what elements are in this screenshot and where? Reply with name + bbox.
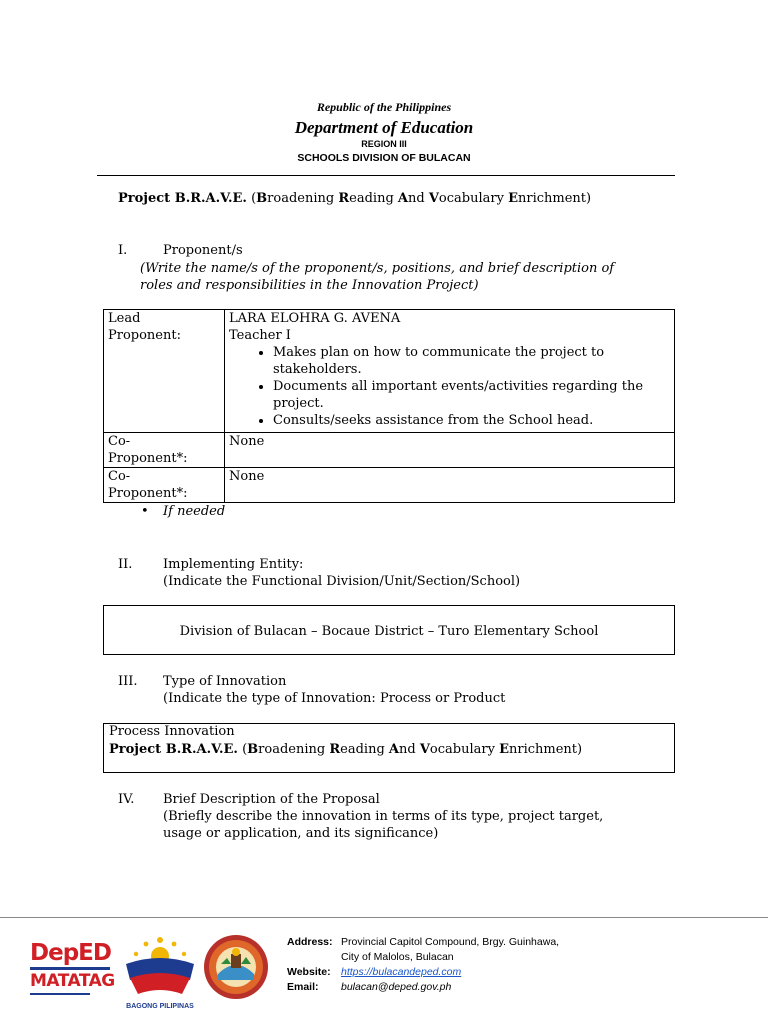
paren-close: ) [586, 191, 592, 206]
section4-number: IV. [118, 792, 135, 807]
list-item: • Consults/seeks assistance from the School head. [273, 412, 670, 429]
co1-value-cell: None [225, 433, 675, 468]
email-row [287, 979, 451, 995]
section3-instruction: (Indicate the type of Innovation: Process or Product [163, 691, 506, 706]
title-initial-v: V [419, 742, 430, 757]
title-word: nd [399, 742, 420, 757]
project-title-prefix: Project B.R.A.V.E. [118, 191, 247, 206]
co1-label-2: Proponent*: [108, 451, 188, 466]
section1-number: I. [118, 243, 128, 258]
title-initial-e: E [499, 742, 509, 757]
website-label: Website: [287, 966, 331, 978]
innovation-type: Process Innovation [109, 724, 235, 739]
innovation-project-title [109, 741, 582, 758]
co2-label-2: Proponent*: [108, 486, 188, 501]
co1-label-1: Co- [108, 434, 131, 449]
website-row [287, 964, 461, 980]
section4-line-1: (Briefly describe the innovation in terms of its type, project target, [163, 809, 604, 824]
section4-heading: Brief Description of the Proposal [163, 792, 380, 807]
section1-heading: Proponent/s [163, 243, 243, 258]
website-link[interactable]: https://bulacandeped.com [341, 966, 462, 978]
project-title-prefix: Project B.R.A.V.E. [109, 742, 238, 757]
title-word: nrichment [509, 742, 578, 757]
needed-note: If needed [163, 504, 226, 519]
bagong-pilipinas-logo [122, 930, 198, 1012]
address-line-1: Provincial Capitol Compound, Brgy. Guinhawa, [341, 936, 560, 948]
deped-logo-text: DepED [30, 940, 111, 966]
note-bullet: • [141, 504, 149, 519]
deped-matatag-logo [30, 940, 114, 1010]
email-value: bulacan@deped.gov.ph [341, 981, 452, 993]
co1-label-cell [104, 433, 225, 468]
paren-open: ( [246, 191, 257, 206]
lead-label-cell [104, 310, 225, 433]
lead-label-1: Lead [108, 311, 141, 326]
table-row [104, 310, 675, 433]
section2-heading: Implementing Entity: [163, 557, 304, 572]
duty-list [229, 344, 670, 429]
title-initial-a: A [388, 742, 399, 757]
email-label: Email: [287, 981, 319, 993]
title-initial-r: R [329, 742, 341, 757]
section4-line-2: usage or application, and its significance) [163, 826, 439, 841]
project-title [118, 190, 591, 207]
title-initial-v: V [428, 191, 439, 206]
co2-label-1: Co- [108, 469, 131, 484]
division-heading: SCHOOLS DIVISION OF BULACAN [297, 152, 471, 164]
title-initial-b: B [247, 742, 259, 757]
list-item: • Makes plan on how to communicate the project to stakeholders. [273, 344, 670, 378]
table-row [104, 433, 675, 468]
table-row [104, 468, 675, 503]
division-seal-logo [203, 934, 269, 1000]
address-line-2: City of Malolos, Bulacan [341, 951, 454, 963]
title-initial-a: A [397, 191, 408, 206]
section1-instruction-1: (Write the name/s of the proponent/s, positions, and brief description of [140, 261, 615, 276]
title-word: ocabulary [429, 742, 500, 757]
title-word: eading [349, 191, 398, 206]
lead-position: Teacher I [229, 328, 291, 343]
republic-heading: Republic of the Philippines [316, 100, 452, 114]
section2-number: II. [118, 557, 133, 572]
list-item: • Documents all important events/activities regarding the project. [273, 378, 670, 412]
header-divider [97, 175, 675, 176]
section3-number: III. [118, 674, 138, 689]
footer-divider [0, 917, 768, 918]
title-initial-e: E [508, 191, 518, 206]
deped-logo-bar [30, 967, 110, 970]
title-word: roadening [267, 191, 339, 206]
proponent-table [103, 309, 675, 503]
bagong-pilipinas-text: BAGONG PILIPINAS [126, 1003, 194, 1010]
title-word: ocabulary [438, 191, 509, 206]
title-initial-b: B [256, 191, 268, 206]
title-word: nd [408, 191, 429, 206]
address-row [287, 934, 559, 950]
region-heading: REGION III [361, 139, 407, 149]
title-word: nrichment [518, 191, 587, 206]
lead-name: LARA ELOHRA G. AVENA [229, 311, 401, 326]
paren-close: ) [577, 742, 583, 757]
co2-label-cell [104, 468, 225, 503]
lead-label-2: Proponent: [108, 328, 181, 343]
paren-open: ( [237, 742, 248, 757]
division-seal-icon [203, 934, 269, 1000]
section3-heading: Type of Innovation [163, 674, 287, 689]
title-initial-r: R [338, 191, 350, 206]
address-label: Address: [287, 936, 333, 948]
title-word: eading [340, 742, 389, 757]
section2-instruction: (Indicate the Functional Division/Unit/Section/School) [163, 574, 521, 589]
section1-instruction-2: roles and responsibilities in the Innovation Project) [140, 278, 479, 293]
bagong-pilipinas-emblem [122, 930, 198, 998]
department-heading: Department of Education [294, 118, 474, 137]
co2-value-cell: None [225, 468, 675, 503]
title-word: roadening [258, 742, 330, 757]
matatag-underline [30, 993, 90, 995]
entity-value: Division of Bulacan – Bocaue District – Turo Elementary School [179, 624, 599, 639]
matatag-logo-text: MATATAG [30, 971, 115, 991]
lead-value-cell [225, 310, 675, 433]
